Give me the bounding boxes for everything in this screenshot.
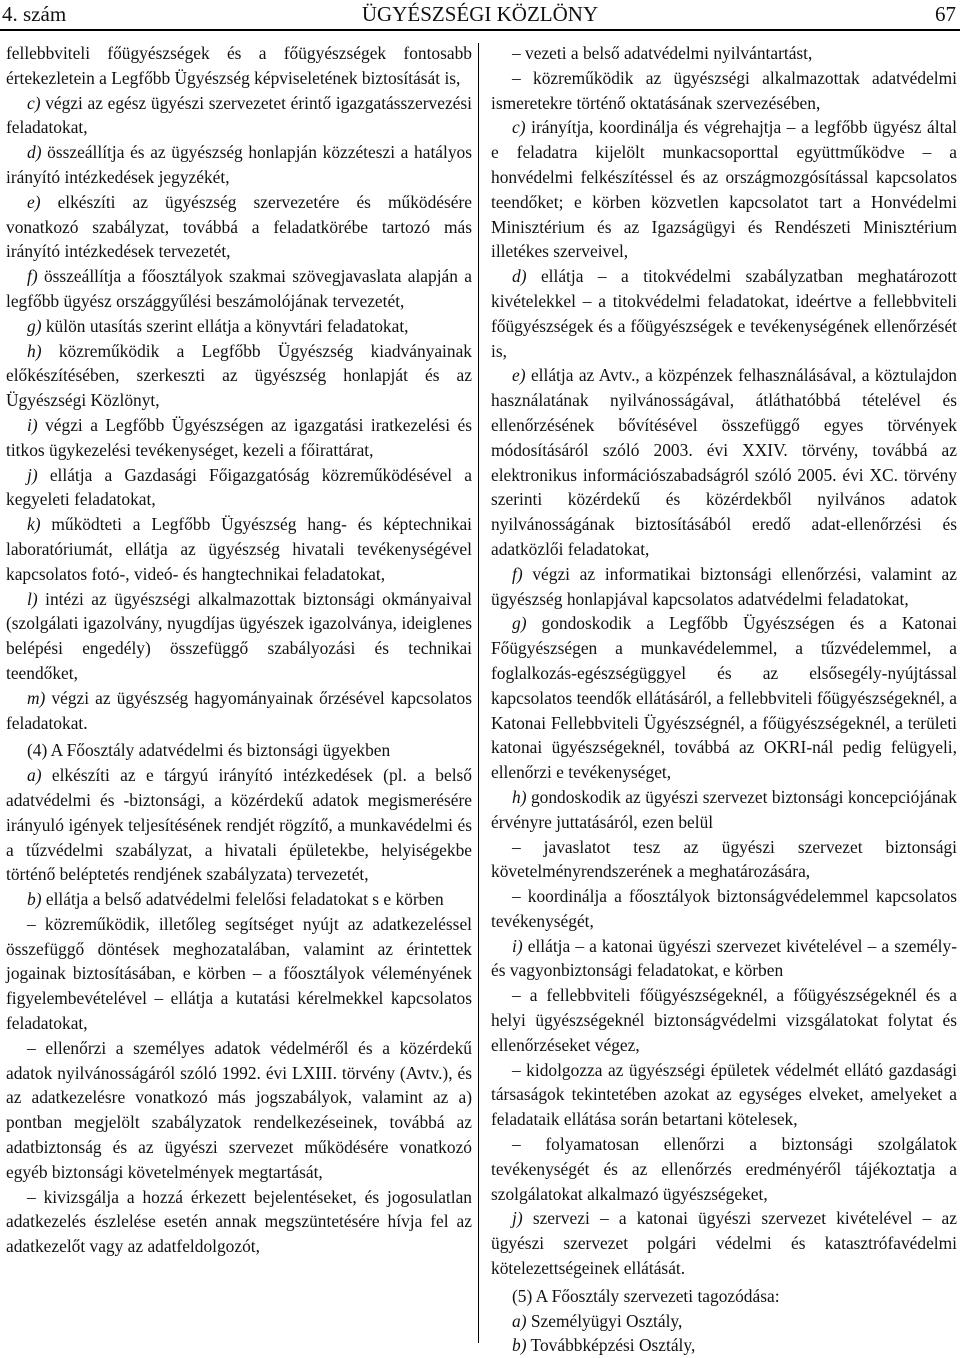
paragraph <box>6 1036 472 1185</box>
paragraph-text: végzi a Legfőbb Ügyészségen az igazgatási iratkezelési és titkos ügykezelési tevékenységet, kezeli a főirattárat, <box>6 414 472 460</box>
item-label: g) <box>512 613 527 634</box>
item-label: e) <box>27 191 41 212</box>
item-label: f) <box>512 563 523 584</box>
paragraph <box>491 1309 957 1334</box>
paragraph-text: gondoskodik a Legfőbb Ügyészségen és a Katonai Főügyészségen a munkavédelemmel, a tűzvédelemmel, a foglalkozás-egészségüggyel és az elsősegély-nyújtással kapcsolatos teendők ellátásáról, a fellebbviteli főügyészségeknél, a Katonai Fellebbviteli Ügyészségnél, a főügyészségeknél, a területi katonai ügyészségeknél, továbbá az OKRI-nál pedig felügyeli, ellenőrzi e tevékenységet, <box>491 613 957 783</box>
paragraph <box>491 562 957 612</box>
item-label: i) <box>27 414 38 435</box>
item-label: l) <box>27 588 38 609</box>
paragraph-text: Személyügyi Osztály, <box>530 1310 683 1331</box>
paragraph-text: – javaslatot tesz az ügyészi szervezet biztonsági követelményrendszerének a meghatározására, <box>491 836 957 882</box>
paragraph-text: ellátja – a titokvédelmi szabályzatban meghatározott kivételekkel – a titokvédelmi feladatokat, ideértve a fellebbviteli főügyészségek és a főügyészségek e tevékenységének ellenőrzését is, <box>491 266 957 361</box>
paragraph <box>491 66 957 116</box>
paragraph <box>491 115 957 264</box>
item-label: j) <box>27 464 38 485</box>
paragraph-text: összeállítja a főosztályok szakmai szövegjavaslata alapján a legfőbb ügyész országgyűlési beszámolójának tervezetét, <box>6 266 472 311</box>
paragraph-text: (5) A Főosztály szervezeti tagozódása: <box>512 1285 780 1306</box>
paragraph <box>6 91 472 141</box>
paragraph-text: – ellenőrzi a személyes adatok védelméről és a közérdekű adatok nyilvánosságáról szóló 1992. évi LXIII. törvény (Avtv.), és az adatkezelésre vonatkozó más jogszabályok, valamint az a) pontban megjelölt szabályzatok rendelkezéseinek, továbbá az adatbiztonság és az ügyészi szervezet működésére vonatkozó egyéb biztonsági követelmények megtartását, <box>6 1037 472 1182</box>
paragraph-text: végzi az informatikai biztonsági ellenőrzési, valamint az ügyészség honlapjával kapcsolatos adatvédelmi feladatokat, <box>491 563 957 609</box>
paragraph <box>6 190 472 264</box>
paragraph <box>6 339 472 413</box>
paragraph <box>491 1058 957 1132</box>
item-label: b) <box>27 889 42 910</box>
paragraph <box>6 587 472 686</box>
paragraph-text: elkészíti az ügyészség szervezetére és működésére vonatkozó szabályzat, továbbá a feladatkörébe tartozó más irányító intézkedések tervezetét, <box>6 191 473 262</box>
paragraph-text: – kivizsgálja a hozzá érkezett bejelentéseket, és jogosulatlan adatkezelés észlelése esetén annak megszüntetésére hívja fel az adatkezelőt vagy az adatfeldolgozót, <box>6 1186 472 1257</box>
paragraph <box>491 611 957 785</box>
paragraph-text: fellebbviteli főügyészségek és a főügyészségek fontosabb értekezletein a Legfőbb Ügyészség képviseletének biztosítását is, <box>6 43 472 88</box>
paragraph-text: intézi az ügyészségi alkalmazottak biztonsági okmányaival (szolgálati igazolvány, nyugdíjas ügyészek igazolványa, ideiglenes belépési engedély) összefüggő szabályozási és technikai teendőket, <box>6 588 472 683</box>
paragraph-text: szervezi – a katonai ügyészi szervezet kivételével – az ügyészi szervezet polgári védelmi és katasztrófavédelmi kötelezettségeinek ellátását. <box>491 1208 957 1279</box>
item-label: c) <box>512 117 526 138</box>
header-rule <box>0 29 960 31</box>
item-label: h) <box>512 786 527 807</box>
item-label: g) <box>27 315 42 336</box>
item-label: k) <box>27 514 41 535</box>
item-label: d) <box>512 266 527 287</box>
paragraph-text: – vezeti a belső adatvédelmi nyilvántartást, <box>512 43 813 63</box>
paragraph-text: gondoskodik az ügyészi szervezet biztonsági koncepciójának érvényre juttatásáról, ezen belül <box>491 786 957 832</box>
paragraph-text: – koordinálja a főosztályok biztonságvédelemmel kapcsolatos tevékenységét, <box>491 886 957 931</box>
paragraph-text: elkészíti az e tárgyú irányító intézkedések (pl. a belső adatvédelmi és -biztonsági, a közérdekű adatok megismerésére irányuló igények teljesítésének rendjét rögzítő, a munkavédelmi és a tűzvédelmi szabályzat, a hivatali épületekbe, helyiségekbe történő beléptetés rendjének szabályzata) tervezetét, <box>6 765 472 885</box>
paragraph-text: – kidolgozza az ügyészségi épületek védelmét ellátó gazdasági társaságok tekintetében azokat az egységes elveket, amelyeket a feladataik ellátása során betartani kötelesek, <box>491 1059 957 1130</box>
page-header <box>0 0 960 40</box>
paragraph-text: végzi az egész ügyészi szervezetet érintő igazgatásszervezési feladatokat, <box>6 92 472 138</box>
paragraph-text: közreműködik a Legfőbb Ügyészség kiadványainak előkészítésében, szerkeszti az ügyészség honlapját és az Ügyészségi Közlönyt, <box>6 340 472 411</box>
paragraph <box>491 835 957 885</box>
paragraph <box>6 912 472 1036</box>
right-text-column <box>491 41 957 1358</box>
issue-number: 4. szám <box>2 2 67 26</box>
paragraph <box>6 314 472 339</box>
paragraph-text: – folyamatosan ellenőrzi a biztonsági szolgálatok tevékenységét és az ellenőrzés eredményéről tájékoztatja a szolgálatokat alkalmazó ügyészségeket, <box>491 1134 957 1204</box>
item-label: a) <box>27 765 42 786</box>
paragraph <box>491 983 957 1057</box>
paragraph-text: – a fellebbviteli főügyészségeknél, a főügyészségeknél és a helyi ügyészségeknél biztonságvédelmi vizsgálatokat folytat és ellenőrzéseket végez, <box>491 985 957 1055</box>
paragraph-text: Továbbképzési Osztály, <box>530 1335 696 1356</box>
paragraph <box>491 1132 957 1206</box>
paragraph-text: (4) A Főosztály adatvédelmi és biztonsági ügyekben <box>27 740 391 761</box>
paragraph-text: működteti a Legfőbb Ügyészség hang- és képtechnikai laboratóriumát, ellátja az ügyészség hivatali tevékenységével kapcsolatos fotó-, videó- és hangtechnikai feladatokat, <box>6 514 472 584</box>
paragraph-text: külön utasítás szerint ellátja a könyvtári feladatokat, <box>45 315 409 336</box>
paragraph-text: ellátja az Avtv., a közpénzek felhasználásával, a köztulajdon használatának nyilvánosságával, átláthatóbbá tételével és ellenőrzésének bővítésével összefüggő egyes törvények módosításáról szóló 2003. évi XXIV. törvény, továbbá az elektronikus információszabadságról szóló 2005. évi XC. törvény szerinti közérdekű és közérdekből nyilvános adatok nyilvánosságának biztosításából eredő adat-ellenőrzési és adatközlői feladatokat, <box>491 365 957 559</box>
item-label: b) <box>512 1335 527 1356</box>
paragraph-text: végzi az ügyészség hagyományainak őrzésével kapcsolatos feladatokat. <box>6 687 472 733</box>
item-label: h) <box>27 340 42 361</box>
paragraph <box>6 686 472 736</box>
paragraph <box>6 140 472 190</box>
paragraph <box>491 1206 957 1280</box>
item-label: j) <box>512 1208 523 1229</box>
paragraph <box>6 763 472 887</box>
item-label: m) <box>27 687 46 708</box>
paragraph <box>6 887 472 912</box>
paragraph-text: – közreműködik, illetőleg segítséget nyújt az adatkezeléssel összefüggő döntések meghozatalában, valamint az érintettek jogainak biztosításában, e körben – a főosztályok véleményének figyelembevételével – ellátja a kutatási kérelmekkel kapcsolatos feladatokat, <box>6 913 472 1034</box>
paragraph-text: ellátja a belső adatvédelmi felelősi feladatokat s e körben <box>45 889 444 910</box>
paragraph <box>491 884 957 934</box>
paragraph-text: irányítja, koordinálja és végrehajtja – a legfőbb ügyész által e feladatra kijelölt munkacsoporttal együttműködve – a honvédelmi felkészítéssel és az országmozgósítással kapcsolatos teendőket; e körben közvetlen kapcsolatot tart a Honvédelmi Minisztérium és az Igazságügyi és Rendészeti Minisztérium illetékes szerveivel, <box>491 117 957 262</box>
item-label: c) <box>27 92 41 113</box>
paragraph <box>6 512 472 586</box>
paragraph <box>491 1284 957 1309</box>
paragraph <box>6 413 472 463</box>
item-label: i) <box>512 935 523 956</box>
paragraph-text: ellátja – a katonai ügyészi szervezet kivételével – a személy- és vagyonbiztonsági feladatokat, e körben <box>491 935 957 981</box>
item-label: f) <box>27 266 38 287</box>
paragraph-text: összeállítja és az ügyészség honlapján közzéteszi a hatályos irányító intézkedések jegyzékét, <box>6 142 472 187</box>
left-text-column <box>6 41 472 1259</box>
item-label: e) <box>512 365 526 386</box>
item-label: a) <box>512 1310 527 1331</box>
paragraph-text: ellátja a Gazdasági Főigazgatóság közreműködésével a kegyeleti feladatokat, <box>6 464 472 510</box>
paragraph <box>491 363 957 561</box>
paragraph <box>491 785 957 835</box>
paragraph <box>6 463 472 513</box>
paragraph <box>491 41 957 66</box>
paragraph <box>6 41 472 91</box>
column-divider <box>478 43 479 1343</box>
paragraph-text: – közreműködik az ügyészségi alkalmazottak adatvédelmi ismeretekre történő oktatásának szervezésében, <box>491 67 957 113</box>
paragraph <box>6 1185 472 1259</box>
page-number: 67 <box>935 2 956 26</box>
item-label: d) <box>27 142 42 163</box>
journal-title: ÜGYÉSZSÉGI KÖZLÖNY <box>361 2 599 26</box>
paragraph <box>491 934 957 984</box>
paragraph <box>491 264 957 363</box>
paragraph <box>6 264 472 314</box>
paragraph <box>6 738 472 763</box>
